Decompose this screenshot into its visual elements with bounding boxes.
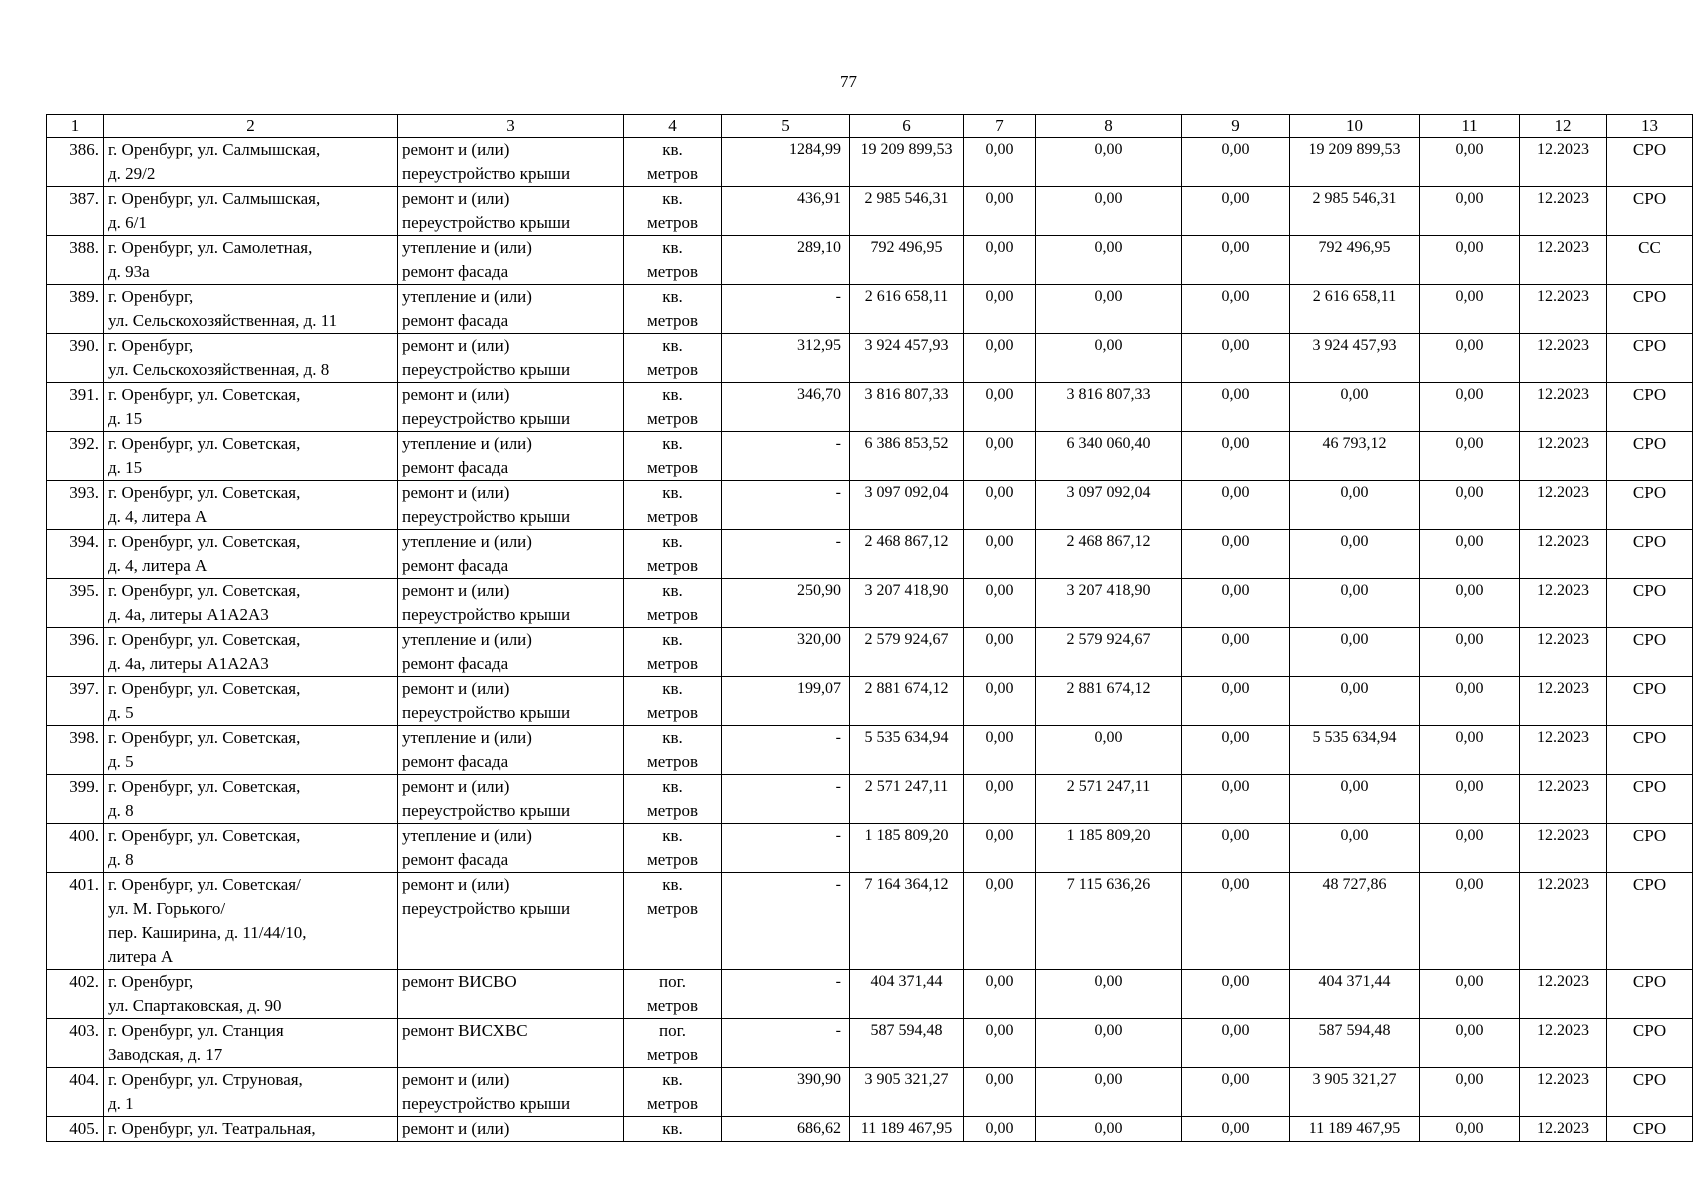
table-row	[47, 775, 1693, 824]
value-cell: 0,00	[1420, 334, 1520, 383]
row-number: 392.	[47, 432, 104, 481]
table-row	[47, 970, 1693, 1019]
unit-cell: кв. метров	[624, 775, 722, 824]
address-cell: г. Оренбург, ул. Советская, д. 5	[104, 726, 398, 775]
value-cell: 0,00	[1420, 628, 1520, 677]
value-cell: 0,00	[1036, 970, 1182, 1019]
table-body	[47, 138, 1693, 1142]
value-cell: 0,00	[1036, 138, 1182, 187]
address-cell: г. Оренбург, ул. Советская, д. 8	[104, 775, 398, 824]
column-header: 1	[47, 115, 104, 138]
value-cell: 0,00	[1420, 1117, 1520, 1142]
column-header: 6	[850, 115, 964, 138]
value-cell: 0,00	[1036, 236, 1182, 285]
column-header: 12	[1520, 115, 1607, 138]
column-header: 9	[1182, 115, 1290, 138]
value-cell: 0,00	[964, 236, 1036, 285]
work-type-cell: ремонт и (или) переустройство крыши	[398, 138, 624, 187]
method-code-cell: СРО	[1607, 1068, 1693, 1117]
row-number: 391.	[47, 383, 104, 432]
page-number: 77	[840, 72, 857, 91]
unit-cell: кв. метров	[624, 187, 722, 236]
value-cell: 0,00	[1420, 187, 1520, 236]
method-code-cell: СС	[1607, 236, 1693, 285]
table-row	[47, 236, 1693, 285]
total-cost-cell: 2 571 247,11	[850, 775, 964, 824]
total-cost-cell: 2 881 674,12	[850, 677, 964, 726]
total-cost-cell: 1 185 809,20	[850, 824, 964, 873]
table-row	[47, 187, 1693, 236]
value-cell: 3 924 457,93	[1290, 334, 1420, 383]
value-cell: 0,00	[1182, 775, 1290, 824]
completion-date-cell: 12.2023	[1520, 138, 1607, 187]
value-cell: 0,00	[964, 628, 1036, 677]
method-code-cell: СРО	[1607, 334, 1693, 383]
value-cell: 1 185 809,20	[1036, 824, 1182, 873]
work-type-cell: ремонт и (или) переустройство крыши	[398, 873, 624, 970]
value-cell: 0,00	[1182, 432, 1290, 481]
unit-cell: кв. метров	[624, 726, 722, 775]
value-cell: 0,00	[964, 873, 1036, 970]
total-cost-cell: 2 579 924,67	[850, 628, 964, 677]
value-cell: 0,00	[964, 334, 1036, 383]
area-cell: 686,62	[722, 1117, 850, 1142]
address-cell: г. Оренбург, ул. Струновая, д. 1	[104, 1068, 398, 1117]
completion-date-cell: 12.2023	[1520, 481, 1607, 530]
completion-date-cell: 12.2023	[1520, 236, 1607, 285]
value-cell: 0,00	[1420, 1068, 1520, 1117]
row-number: 404.	[47, 1068, 104, 1117]
value-cell: 0,00	[1420, 432, 1520, 481]
completion-date-cell: 12.2023	[1520, 1117, 1607, 1142]
value-cell: 0,00	[1290, 383, 1420, 432]
value-cell: 0,00	[1182, 1019, 1290, 1068]
row-number: 399.	[47, 775, 104, 824]
unit-cell: кв. метров	[624, 432, 722, 481]
value-cell: 3 207 418,90	[1036, 579, 1182, 628]
row-number: 389.	[47, 285, 104, 334]
value-cell: 0,00	[1420, 677, 1520, 726]
row-number: 402.	[47, 970, 104, 1019]
value-cell: 0,00	[1290, 824, 1420, 873]
row-number: 390.	[47, 334, 104, 383]
value-cell: 0,00	[1182, 1117, 1290, 1142]
unit-cell: кв.	[624, 1117, 722, 1142]
column-header: 8	[1036, 115, 1182, 138]
value-cell: 0,00	[1420, 1019, 1520, 1068]
value-cell: 0,00	[1182, 187, 1290, 236]
table-row	[47, 1117, 1693, 1142]
method-code-cell: СРО	[1607, 579, 1693, 628]
value-cell: 0,00	[1182, 236, 1290, 285]
method-code-cell: СРО	[1607, 530, 1693, 579]
row-number: 405.	[47, 1117, 104, 1142]
address-cell: г. Оренбург, ул. Советская, д. 4а, литеры А1А2А3	[104, 579, 398, 628]
address-cell: г. Оренбург, ул. Советская, д. 15	[104, 432, 398, 481]
table-row	[47, 873, 1693, 970]
value-cell: 792 496,95	[1290, 236, 1420, 285]
address-cell: г. Оренбург, ул. Сельскохозяйственная, д. 8	[104, 334, 398, 383]
total-cost-cell: 11 189 467,95	[850, 1117, 964, 1142]
completion-date-cell: 12.2023	[1520, 726, 1607, 775]
area-cell: -	[722, 285, 850, 334]
completion-date-cell: 12.2023	[1520, 775, 1607, 824]
value-cell: 0,00	[964, 187, 1036, 236]
area-cell: 250,90	[722, 579, 850, 628]
work-type-cell: ремонт и (или) переустройство крыши	[398, 481, 624, 530]
area-cell: 199,07	[722, 677, 850, 726]
value-cell: 0,00	[1420, 824, 1520, 873]
table-row	[47, 481, 1693, 530]
value-cell: 3 097 092,04	[1036, 481, 1182, 530]
address-cell: г. Оренбург, ул. Салмышская, д. 6/1	[104, 187, 398, 236]
table-row	[47, 138, 1693, 187]
completion-date-cell: 12.2023	[1520, 530, 1607, 579]
method-code-cell: СРО	[1607, 628, 1693, 677]
address-cell: г. Оренбург, ул. Спартаковская, д. 90	[104, 970, 398, 1019]
value-cell: 0,00	[1182, 383, 1290, 432]
address-cell: г. Оренбург, ул. Самолетная, д. 93а	[104, 236, 398, 285]
address-cell: г. Оренбург, ул. Советская/ ул. М. Горького/ пер. Каширина, д. 11/44/10, литера А	[104, 873, 398, 970]
value-cell: 5 535 634,94	[1290, 726, 1420, 775]
unit-cell: кв. метров	[624, 285, 722, 334]
area-cell: -	[722, 530, 850, 579]
method-code-cell: СРО	[1607, 970, 1693, 1019]
completion-date-cell: 12.2023	[1520, 1068, 1607, 1117]
row-number: 400.	[47, 824, 104, 873]
header-row	[47, 115, 1693, 138]
value-cell: 0,00	[1036, 334, 1182, 383]
unit-cell: кв. метров	[624, 1068, 722, 1117]
row-number: 397.	[47, 677, 104, 726]
table-row	[47, 628, 1693, 677]
row-number: 398.	[47, 726, 104, 775]
table-row	[47, 1019, 1693, 1068]
work-type-cell: утепление и (или) ремонт фасада	[398, 628, 624, 677]
address-cell: г. Оренбург, ул. Советская, д. 5	[104, 677, 398, 726]
total-cost-cell: 3 924 457,93	[850, 334, 964, 383]
column-header: 11	[1420, 115, 1520, 138]
total-cost-cell: 5 535 634,94	[850, 726, 964, 775]
value-cell: 0,00	[1036, 285, 1182, 334]
total-cost-cell: 2 468 867,12	[850, 530, 964, 579]
table-row	[47, 334, 1693, 383]
value-cell: 0,00	[1420, 236, 1520, 285]
value-cell: 2 579 924,67	[1036, 628, 1182, 677]
work-type-cell: утепление и (или) ремонт фасада	[398, 285, 624, 334]
value-cell: 6 340 060,40	[1036, 432, 1182, 481]
area-cell: -	[722, 1019, 850, 1068]
column-header: 7	[964, 115, 1036, 138]
method-code-cell: СРО	[1607, 873, 1693, 970]
value-cell: 0,00	[964, 481, 1036, 530]
column-header: 4	[624, 115, 722, 138]
value-cell: 0,00	[1420, 726, 1520, 775]
table-row	[47, 824, 1693, 873]
address-cell: г. Оренбург, ул. Советская, д. 4а, литеры А1А2А3	[104, 628, 398, 677]
value-cell: 0,00	[1420, 579, 1520, 628]
value-cell: 0,00	[1036, 1019, 1182, 1068]
value-cell: 0,00	[1182, 824, 1290, 873]
value-cell: 0,00	[964, 726, 1036, 775]
value-cell: 0,00	[1290, 628, 1420, 677]
address-cell: г. Оренбург, ул. Театральная,	[104, 1117, 398, 1142]
table-row	[47, 677, 1693, 726]
value-cell: 0,00	[1290, 481, 1420, 530]
method-code-cell: СРО	[1607, 481, 1693, 530]
completion-date-cell: 12.2023	[1520, 873, 1607, 970]
method-code-cell: СРО	[1607, 726, 1693, 775]
row-number: 394.	[47, 530, 104, 579]
value-cell: 0,00	[1036, 1117, 1182, 1142]
value-cell: 0,00	[964, 579, 1036, 628]
column-header: 13	[1607, 115, 1693, 138]
completion-date-cell: 12.2023	[1520, 432, 1607, 481]
method-code-cell: СРО	[1607, 285, 1693, 334]
value-cell: 0,00	[1420, 873, 1520, 970]
table-row	[47, 726, 1693, 775]
area-cell: 312,95	[722, 334, 850, 383]
method-code-cell: СРО	[1607, 1019, 1693, 1068]
value-cell: 7 115 636,26	[1036, 873, 1182, 970]
area-cell: 320,00	[722, 628, 850, 677]
address-cell: г. Оренбург, ул. Салмышская, д. 29/2	[104, 138, 398, 187]
area-cell: -	[722, 726, 850, 775]
value-cell: 404 371,44	[1290, 970, 1420, 1019]
table-row	[47, 285, 1693, 334]
row-number: 403.	[47, 1019, 104, 1068]
unit-cell: кв. метров	[624, 579, 722, 628]
value-cell: 46 793,12	[1290, 432, 1420, 481]
value-cell: 2 881 674,12	[1036, 677, 1182, 726]
area-cell: -	[722, 824, 850, 873]
address-cell: г. Оренбург, ул. Советская, д. 15	[104, 383, 398, 432]
value-cell: 0,00	[1290, 677, 1420, 726]
value-cell: 0,00	[964, 432, 1036, 481]
value-cell: 0,00	[964, 970, 1036, 1019]
area-cell: -	[722, 481, 850, 530]
table-row	[47, 530, 1693, 579]
area-cell: 289,10	[722, 236, 850, 285]
total-cost-cell: 3 207 418,90	[850, 579, 964, 628]
completion-date-cell: 12.2023	[1520, 628, 1607, 677]
row-number: 388.	[47, 236, 104, 285]
total-cost-cell: 19 209 899,53	[850, 138, 964, 187]
total-cost-cell: 7 164 364,12	[850, 873, 964, 970]
row-number: 395.	[47, 579, 104, 628]
area-cell: -	[722, 970, 850, 1019]
value-cell: 0,00	[1182, 138, 1290, 187]
column-header: 3	[398, 115, 624, 138]
value-cell: 0,00	[964, 1117, 1036, 1142]
area-cell: 390,90	[722, 1068, 850, 1117]
area-cell: 436,91	[722, 187, 850, 236]
total-cost-cell: 3 816 807,33	[850, 383, 964, 432]
value-cell: 0,00	[1290, 579, 1420, 628]
total-cost-cell: 6 386 853,52	[850, 432, 964, 481]
value-cell: 3 905 321,27	[1290, 1068, 1420, 1117]
value-cell: 0,00	[1182, 726, 1290, 775]
completion-date-cell: 12.2023	[1520, 824, 1607, 873]
value-cell: 0,00	[1182, 334, 1290, 383]
value-cell: 0,00	[964, 285, 1036, 334]
total-cost-cell: 2 985 546,31	[850, 187, 964, 236]
value-cell: 0,00	[1182, 628, 1290, 677]
value-cell: 0,00	[1290, 775, 1420, 824]
value-cell: 19 209 899,53	[1290, 138, 1420, 187]
table-row	[47, 432, 1693, 481]
method-code-cell: СРО	[1607, 1117, 1693, 1142]
value-cell: 0,00	[1036, 726, 1182, 775]
completion-date-cell: 12.2023	[1520, 677, 1607, 726]
value-cell: 2 571 247,11	[1036, 775, 1182, 824]
capital-repair-table	[46, 114, 1693, 1142]
total-cost-cell: 792 496,95	[850, 236, 964, 285]
value-cell: 0,00	[964, 677, 1036, 726]
table-row	[47, 383, 1693, 432]
work-type-cell: ремонт и (или)	[398, 1117, 624, 1142]
value-cell: 0,00	[964, 775, 1036, 824]
unit-cell: кв. метров	[624, 138, 722, 187]
work-type-cell: ремонт и (или) переустройство крыши	[398, 579, 624, 628]
column-header: 2	[104, 115, 398, 138]
unit-cell: кв. метров	[624, 628, 722, 677]
table-row	[47, 579, 1693, 628]
unit-cell: кв. метров	[624, 677, 722, 726]
work-type-cell: ремонт ВИСВО	[398, 970, 624, 1019]
column-header: 5	[722, 115, 850, 138]
value-cell: 0,00	[1420, 970, 1520, 1019]
total-cost-cell: 3 097 092,04	[850, 481, 964, 530]
completion-date-cell: 12.2023	[1520, 285, 1607, 334]
unit-cell: пог. метров	[624, 970, 722, 1019]
unit-cell: кв. метров	[624, 481, 722, 530]
work-type-cell: ремонт и (или) переустройство крыши	[398, 677, 624, 726]
unit-cell: пог. метров	[624, 1019, 722, 1068]
area-cell: -	[722, 775, 850, 824]
work-type-cell: утепление и (или) ремонт фасада	[398, 432, 624, 481]
value-cell: 0,00	[964, 530, 1036, 579]
address-cell: г. Оренбург, ул. Советская, д. 8	[104, 824, 398, 873]
value-cell: 0,00	[964, 1019, 1036, 1068]
value-cell: 0,00	[1036, 187, 1182, 236]
value-cell: 0,00	[964, 824, 1036, 873]
completion-date-cell: 12.2023	[1520, 1019, 1607, 1068]
value-cell: 0,00	[1182, 530, 1290, 579]
area-cell: 1284,99	[722, 138, 850, 187]
work-type-cell: ремонт и (или) переустройство крыши	[398, 187, 624, 236]
completion-date-cell: 12.2023	[1520, 334, 1607, 383]
method-code-cell: СРО	[1607, 383, 1693, 432]
total-cost-cell: 2 616 658,11	[850, 285, 964, 334]
work-type-cell: ремонт и (или) переустройство крыши	[398, 334, 624, 383]
value-cell: 0,00	[1182, 970, 1290, 1019]
value-cell: 0,00	[1420, 530, 1520, 579]
method-code-cell: СРО	[1607, 824, 1693, 873]
area-cell: 346,70	[722, 383, 850, 432]
method-code-cell: СРО	[1607, 187, 1693, 236]
total-cost-cell: 3 905 321,27	[850, 1068, 964, 1117]
work-type-cell: утепление и (или) ремонт фасада	[398, 236, 624, 285]
completion-date-cell: 12.2023	[1520, 970, 1607, 1019]
value-cell: 0,00	[1420, 138, 1520, 187]
total-cost-cell: 587 594,48	[850, 1019, 964, 1068]
value-cell: 0,00	[1182, 579, 1290, 628]
method-code-cell: СРО	[1607, 677, 1693, 726]
value-cell: 0,00	[1182, 677, 1290, 726]
value-cell: 587 594,48	[1290, 1019, 1420, 1068]
area-cell: -	[722, 873, 850, 970]
unit-cell: кв. метров	[624, 236, 722, 285]
work-type-cell: ремонт и (или) переустройство крыши	[398, 383, 624, 432]
work-type-cell: утепление и (или) ремонт фасада	[398, 726, 624, 775]
work-type-cell: ремонт ВИСХВС	[398, 1019, 624, 1068]
completion-date-cell: 12.2023	[1520, 383, 1607, 432]
value-cell: 0,00	[1182, 873, 1290, 970]
value-cell: 48 727,86	[1290, 873, 1420, 970]
value-cell: 2 468 867,12	[1036, 530, 1182, 579]
unit-cell: кв. метров	[624, 824, 722, 873]
method-code-cell: СРО	[1607, 138, 1693, 187]
address-cell: г. Оренбург, ул. Советская, д. 4, литера А	[104, 530, 398, 579]
value-cell: 0,00	[1182, 285, 1290, 334]
work-type-cell: утепление и (или) ремонт фасада	[398, 824, 624, 873]
column-header: 10	[1290, 115, 1420, 138]
address-cell: г. Оренбург, ул. Советская, д. 4, литера А	[104, 481, 398, 530]
value-cell: 0,00	[1290, 530, 1420, 579]
value-cell: 0,00	[964, 383, 1036, 432]
work-type-cell: утепление и (или) ремонт фасада	[398, 530, 624, 579]
value-cell: 0,00	[964, 1068, 1036, 1117]
address-cell: г. Оренбург, ул. Станция Заводская, д. 17	[104, 1019, 398, 1068]
unit-cell: кв. метров	[624, 530, 722, 579]
value-cell: 0,00	[1182, 1068, 1290, 1117]
method-code-cell: СРО	[1607, 775, 1693, 824]
value-cell: 0,00	[1420, 775, 1520, 824]
value-cell: 0,00	[964, 138, 1036, 187]
row-number: 386.	[47, 138, 104, 187]
work-type-cell: ремонт и (или) переустройство крыши	[398, 775, 624, 824]
total-cost-cell: 404 371,44	[850, 970, 964, 1019]
row-number: 401.	[47, 873, 104, 970]
method-code-cell: СРО	[1607, 432, 1693, 481]
address-cell: г. Оренбург, ул. Сельскохозяйственная, д. 11	[104, 285, 398, 334]
completion-date-cell: 12.2023	[1520, 187, 1607, 236]
work-type-cell: ремонт и (или) переустройство крыши	[398, 1068, 624, 1117]
completion-date-cell: 12.2023	[1520, 579, 1607, 628]
value-cell: 0,00	[1420, 481, 1520, 530]
unit-cell: кв. метров	[624, 383, 722, 432]
value-cell: 0,00	[1420, 285, 1520, 334]
table-row	[47, 1068, 1693, 1117]
row-number: 387.	[47, 187, 104, 236]
value-cell: 0,00	[1182, 481, 1290, 530]
row-number: 393.	[47, 481, 104, 530]
area-cell: -	[722, 432, 850, 481]
value-cell: 0,00	[1420, 383, 1520, 432]
row-number: 396.	[47, 628, 104, 677]
value-cell: 2 985 546,31	[1290, 187, 1420, 236]
value-cell: 11 189 467,95	[1290, 1117, 1420, 1142]
unit-cell: кв. метров	[624, 334, 722, 383]
unit-cell: кв. метров	[624, 873, 722, 970]
value-cell: 3 816 807,33	[1036, 383, 1182, 432]
value-cell: 0,00	[1036, 1068, 1182, 1117]
value-cell: 2 616 658,11	[1290, 285, 1420, 334]
